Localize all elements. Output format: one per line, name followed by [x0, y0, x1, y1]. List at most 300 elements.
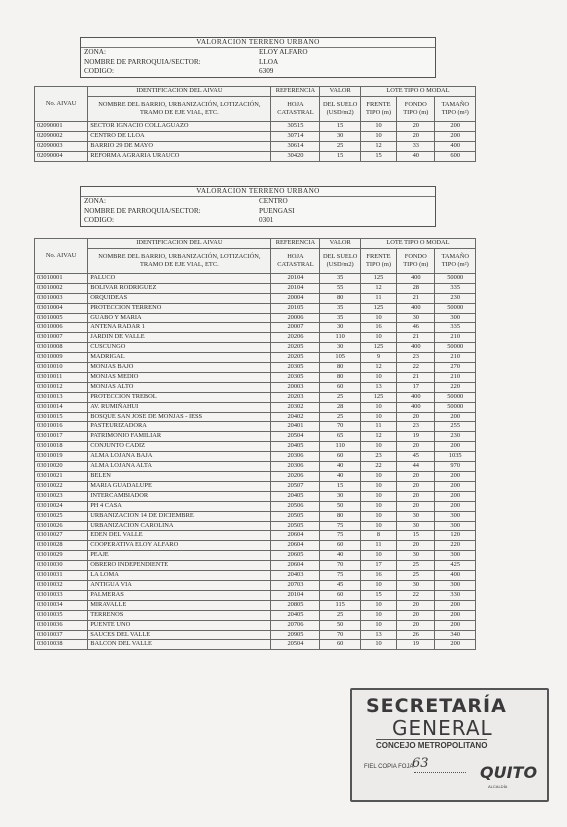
cell-barrio: AV. RUMIÑAHUI: [88, 402, 271, 412]
table-row: [35, 551, 476, 561]
cell-hoja: 20205: [271, 353, 320, 363]
cell-fondo: 20: [397, 491, 435, 501]
cell-no-aivau: 03010022: [35, 481, 88, 491]
cell-no-aivau: 03010001: [35, 273, 88, 283]
cell-frente: 23: [360, 452, 396, 462]
parroquia-row: [81, 207, 435, 216]
cell-frente: 10: [360, 551, 396, 561]
cell-no-aivau: 03010014: [35, 402, 88, 412]
cell-tamano: 1035: [435, 452, 476, 462]
cell-barrio: CENTRO DE LLOA: [88, 131, 271, 141]
secretaria-general-stamp: [350, 688, 549, 802]
cell-fondo: 30: [397, 580, 435, 590]
cell-hoja: 20105: [271, 303, 320, 313]
cell-barrio: PATRIMONIO FAMILIAR: [88, 432, 271, 442]
cell-no-aivau: 03010030: [35, 561, 88, 571]
cell-valor: 40: [320, 462, 360, 472]
cell-tamano: 335: [435, 283, 476, 293]
cell-hoja: 30714: [271, 131, 320, 141]
cell-no-aivau: 02090003: [35, 141, 88, 151]
table-row: [35, 402, 476, 412]
table-row: [35, 392, 476, 402]
cell-tamano: 200: [435, 491, 476, 501]
cell-valor: 28: [320, 402, 360, 412]
cell-hoja: 30614: [271, 141, 320, 151]
table-row: [35, 501, 476, 511]
cell-hoja: 20305: [271, 372, 320, 382]
cell-fondo: 400: [397, 402, 435, 412]
cell-barrio: PROTECCION TREBOL: [88, 392, 271, 402]
cell-tamano: 50000: [435, 402, 476, 412]
cell-hoja: 20205: [271, 343, 320, 353]
cell-barrio: PALMERAS: [88, 590, 271, 600]
cell-fondo: 400: [397, 303, 435, 313]
header-barrio: NOMBRE DEL BARRIO, URBANIZACIÓN, LOTIZACIÓN, TRAMO DE EJE VIAL, ETC.: [88, 248, 271, 273]
cell-no-aivau: 03010009: [35, 353, 88, 363]
cell-no-aivau: 03010037: [35, 630, 88, 640]
cell-no-aivau: 03010023: [35, 491, 88, 501]
table-row: [35, 600, 476, 610]
header-no: No. AIVAU: [35, 87, 88, 122]
cell-hoja: 20703: [271, 580, 320, 590]
cell-hoja: 20306: [271, 452, 320, 462]
table-row: [35, 121, 476, 131]
cell-fondo: 15: [397, 531, 435, 541]
cell-barrio: ANTIGUA VIA: [88, 580, 271, 590]
cell-barrio: BARRIO 29 DE MAYO: [88, 141, 271, 151]
cell-valor: 75: [320, 531, 360, 541]
table-row: [35, 590, 476, 600]
cell-fondo: 21: [397, 372, 435, 382]
cell-valor: 55: [320, 283, 360, 293]
parroquia-label: NOMBRE DE PARROQUIA/SECTOR:: [84, 206, 201, 215]
stamp-line1: SECRETARÍA: [366, 695, 507, 717]
cell-valor: 65: [320, 432, 360, 442]
header-lote: LOTE TIPO O MODAL: [360, 239, 475, 249]
parroquia-value: LLOA: [259, 57, 279, 66]
cell-frente: 22: [360, 462, 396, 472]
table-row: [35, 640, 476, 650]
cell-barrio: ORQUIDEAS: [88, 293, 271, 303]
cell-frente: 13: [360, 630, 396, 640]
cell-barrio: PH 4 CASA: [88, 501, 271, 511]
cell-tamano: 120: [435, 531, 476, 541]
cell-hoja: 30420: [271, 151, 320, 161]
cell-barrio: ALMA LOJANA ALTA: [88, 462, 271, 472]
cell-frente: 125: [360, 343, 396, 353]
table-row: [35, 442, 476, 452]
cell-valor: 30: [320, 491, 360, 501]
table-row: [35, 323, 476, 333]
cell-tamano: 200: [435, 131, 476, 141]
table-row: [35, 472, 476, 482]
parroquia-row: [81, 58, 435, 67]
cell-hoja: 20306: [271, 462, 320, 472]
cell-no-aivau: 02090002: [35, 131, 88, 141]
cell-barrio: PUENTE UNO: [88, 620, 271, 630]
cell-hoja: 20604: [271, 531, 320, 541]
cell-tamano: 50000: [435, 273, 476, 283]
cell-frente: 10: [360, 402, 396, 412]
cell-tamano: 970: [435, 462, 476, 472]
stamp-folio-value: 63: [412, 756, 429, 771]
table-row: [35, 303, 476, 313]
cell-tamano: 300: [435, 313, 476, 323]
cell-fondo: 20: [397, 131, 435, 141]
cell-valor: 60: [320, 640, 360, 650]
stamp-line2: GENERAL: [392, 716, 493, 740]
cell-barrio: JARDIN DE VALLE: [88, 333, 271, 343]
table-row: [35, 293, 476, 303]
cell-tamano: 400: [435, 571, 476, 581]
cell-tamano: 220: [435, 541, 476, 551]
cell-hoja: 20302: [271, 402, 320, 412]
header-barrio: NOMBRE DEL BARRIO, URBANIZACIÓN, LOTIZACIÓN, TRAMO DE EJE VIAL, ETC.: [88, 96, 271, 121]
cell-frente: 10: [360, 640, 396, 650]
cell-no-aivau: 03010027: [35, 531, 88, 541]
cell-barrio: PASTEURIZADORA: [88, 422, 271, 432]
cell-valor: 35: [320, 313, 360, 323]
table-row: [35, 141, 476, 151]
table-row: [35, 491, 476, 501]
table-row: [35, 313, 476, 323]
cell-fondo: 22: [397, 590, 435, 600]
cell-frente: 12: [360, 363, 396, 373]
cell-barrio: PEAJE: [88, 551, 271, 561]
cell-barrio: COOPERATIVA ELOY ALFARO: [88, 541, 271, 551]
cell-tamano: 600: [435, 151, 476, 161]
cell-frente: 10: [360, 521, 396, 531]
table-row: [35, 372, 476, 382]
parroquia-label: NOMBRE DE PARROQUIA/SECTOR:: [84, 57, 201, 66]
cell-tamano: 210: [435, 353, 476, 363]
cell-valor: 15: [320, 481, 360, 491]
cell-fondo: 22: [397, 363, 435, 373]
header-ident: IDENTIFICACION DEL AIVAU: [88, 87, 271, 97]
cell-frente: 10: [360, 442, 396, 452]
cell-barrio: MONJAS ALTO: [88, 382, 271, 392]
cell-barrio: URBANIZACION CAROLINA: [88, 521, 271, 531]
cell-no-aivau: 03010031: [35, 571, 88, 581]
cell-no-aivau: 03010028: [35, 541, 88, 551]
cell-no-aivau: 03010005: [35, 313, 88, 323]
cell-fondo: 45: [397, 452, 435, 462]
cell-tamano: 200: [435, 412, 476, 422]
table-row: [35, 333, 476, 343]
zona-row: [81, 48, 435, 57]
codigo-label: CODIGO:: [84, 67, 114, 76]
cell-no-aivau: 03010033: [35, 590, 88, 600]
cell-frente: 10: [360, 600, 396, 610]
cell-tamano: 50000: [435, 303, 476, 313]
cell-barrio: ANTENA RADAR 1: [88, 323, 271, 333]
table-row: [35, 571, 476, 581]
cell-no-aivau: 03010029: [35, 551, 88, 561]
table-row: [35, 610, 476, 620]
cell-no-aivau: 03010021: [35, 472, 88, 482]
cell-frente: 13: [360, 382, 396, 392]
cell-hoja: 20504: [271, 432, 320, 442]
cell-frente: 10: [360, 412, 396, 422]
stamp-brand-logo: QUITO: [480, 763, 538, 782]
cell-hoja: 20504: [271, 640, 320, 650]
cell-valor: 50: [320, 501, 360, 511]
cell-no-aivau: 03010035: [35, 610, 88, 620]
cell-hoja: 20206: [271, 333, 320, 343]
cell-frente: 10: [360, 131, 396, 141]
cell-valor: 70: [320, 561, 360, 571]
cell-frente: 10: [360, 472, 396, 482]
codigo-value: 0301: [259, 216, 274, 225]
cell-valor: 110: [320, 442, 360, 452]
cell-fondo: 20: [397, 600, 435, 610]
section2-table: [34, 238, 476, 650]
table-row: [35, 452, 476, 462]
cell-valor: 30: [320, 131, 360, 141]
cell-frente: 15: [360, 151, 396, 161]
cell-frente: 12: [360, 141, 396, 151]
cell-tamano: 255: [435, 422, 476, 432]
cell-hoja: 20203: [271, 392, 320, 402]
cell-no-aivau: 03010016: [35, 422, 88, 432]
cell-hoja: 20104: [271, 283, 320, 293]
cell-tamano: 50000: [435, 392, 476, 402]
cell-barrio: MIRAVALLE: [88, 600, 271, 610]
cell-valor: 60: [320, 382, 360, 392]
table-row: [35, 432, 476, 442]
cell-no-aivau: 02090001: [35, 121, 88, 131]
cell-hoja: 20805: [271, 600, 320, 610]
cell-no-aivau: 03010010: [35, 363, 88, 373]
cell-frente: 8: [360, 531, 396, 541]
codigo-row: [81, 67, 435, 76]
cell-frente: 12: [360, 432, 396, 442]
cell-tamano: 300: [435, 551, 476, 561]
cell-fondo: 30: [397, 521, 435, 531]
cell-frente: 10: [360, 372, 396, 382]
table-row: [35, 561, 476, 571]
cell-no-aivau: 03010026: [35, 521, 88, 531]
cell-valor: 40: [320, 551, 360, 561]
cell-fondo: 20: [397, 121, 435, 131]
zona-label: ZONA:: [84, 48, 106, 57]
cell-barrio: EDEN DEL VALLE: [88, 531, 271, 541]
section2-header: [80, 186, 436, 227]
cell-tamano: 230: [435, 432, 476, 442]
cell-fondo: 400: [397, 392, 435, 402]
header-suelo: DEL SUELO (USD/m2): [320, 96, 360, 121]
codigo-value: 6309: [259, 67, 274, 76]
zona-value: ELOY ALFARO: [259, 48, 308, 57]
cell-valor: 80: [320, 511, 360, 521]
cell-barrio: MONJAS BAJO: [88, 363, 271, 373]
table-row: [35, 283, 476, 293]
cell-frente: 10: [360, 610, 396, 620]
cell-tamano: 200: [435, 600, 476, 610]
cell-fondo: 400: [397, 273, 435, 283]
cell-no-aivau: 03010032: [35, 580, 88, 590]
cell-hoja: 20104: [271, 590, 320, 600]
cell-frente: 10: [360, 501, 396, 511]
cell-hoja: 20605: [271, 551, 320, 561]
table-row: [35, 382, 476, 392]
cell-barrio: BOLIVAR RODRIGUEZ: [88, 283, 271, 293]
cell-fondo: 44: [397, 462, 435, 472]
zona-label: ZONA:: [84, 197, 106, 206]
cell-no-aivau: 03010003: [35, 293, 88, 303]
cell-frente: 11: [360, 541, 396, 551]
header-hoja: HOJA CATASTRAL: [271, 248, 320, 273]
header-no: No. AIVAU: [35, 239, 88, 274]
cell-hoja: 30515: [271, 121, 320, 131]
header-frente: FRENTE TIPO (m): [360, 248, 396, 273]
cell-tamano: 200: [435, 121, 476, 131]
header-tamano: TAMAÑO TIPO (m²): [435, 248, 476, 273]
cell-valor: 80: [320, 363, 360, 373]
stamp-folio-label: FIEL COPIA FOJA: [364, 764, 414, 770]
cell-hoja: 20007: [271, 323, 320, 333]
table-row: [35, 151, 476, 161]
cell-tamano: 220: [435, 382, 476, 392]
cell-fondo: 20: [397, 442, 435, 452]
cell-tamano: 210: [435, 372, 476, 382]
cell-tamano: 230: [435, 293, 476, 303]
cell-tamano: 200: [435, 640, 476, 650]
cell-no-aivau: 03010015: [35, 412, 88, 422]
cell-fondo: 21: [397, 293, 435, 303]
cell-fondo: 20: [397, 620, 435, 630]
cell-frente: 15: [360, 590, 396, 600]
cell-hoja: 20405: [271, 610, 320, 620]
cell-fondo: 25: [397, 561, 435, 571]
cell-frente: 11: [360, 293, 396, 303]
cell-barrio: BELEN: [88, 472, 271, 482]
cell-tamano: 300: [435, 521, 476, 531]
cell-hoja: 20905: [271, 630, 320, 640]
cell-hoja: 20604: [271, 561, 320, 571]
cell-barrio: MADRIGAL: [88, 353, 271, 363]
cell-frente: 125: [360, 392, 396, 402]
table-row: [35, 343, 476, 353]
cell-no-aivau: 03010020: [35, 462, 88, 472]
cell-no-aivau: 03010017: [35, 432, 88, 442]
cell-valor: 40: [320, 472, 360, 482]
cell-valor: 70: [320, 630, 360, 640]
table-row: [35, 521, 476, 531]
cell-hoja: 20004: [271, 293, 320, 303]
cell-hoja: 20104: [271, 273, 320, 283]
cell-frente: 10: [360, 121, 396, 131]
cell-barrio: PALUCO: [88, 273, 271, 283]
cell-valor: 80: [320, 372, 360, 382]
cell-fondo: 25: [397, 571, 435, 581]
header-lote: LOTE TIPO O MODAL: [360, 87, 475, 97]
cell-frente: 17: [360, 561, 396, 571]
table-row: [35, 363, 476, 373]
cell-fondo: 21: [397, 333, 435, 343]
cell-no-aivau: 03010008: [35, 343, 88, 353]
codigo-row: [81, 216, 435, 225]
cell-frente: 10: [360, 313, 396, 323]
cell-tamano: 200: [435, 620, 476, 630]
cell-valor: 75: [320, 521, 360, 531]
table-row: [35, 541, 476, 551]
cell-barrio: LA LOMA: [88, 571, 271, 581]
cell-no-aivau: 03010036: [35, 620, 88, 630]
cell-tamano: 50000: [435, 343, 476, 353]
cell-valor: 30: [320, 323, 360, 333]
cell-fondo: 19: [397, 432, 435, 442]
cell-fondo: 20: [397, 481, 435, 491]
cell-frente: 12: [360, 283, 396, 293]
cell-hoja: 20505: [271, 521, 320, 531]
cell-valor: 60: [320, 590, 360, 600]
cell-no-aivau: 03010006: [35, 323, 88, 333]
cell-tamano: 340: [435, 630, 476, 640]
cell-fondo: 46: [397, 323, 435, 333]
cell-frente: 10: [360, 333, 396, 343]
header-valor: VALOR: [320, 87, 360, 97]
cell-barrio: ALMA LOJANA BAJA: [88, 452, 271, 462]
cell-valor: 15: [320, 121, 360, 131]
cell-no-aivau: 03010012: [35, 382, 88, 392]
cell-tamano: 210: [435, 333, 476, 343]
section1-table: [34, 86, 476, 162]
cell-hoja: 20006: [271, 313, 320, 323]
cell-valor: 25: [320, 610, 360, 620]
cell-hoja: 20405: [271, 442, 320, 452]
cell-tamano: 200: [435, 442, 476, 452]
cell-fondo: 30: [397, 551, 435, 561]
cell-frente: 16: [360, 323, 396, 333]
cell-tamano: 330: [435, 590, 476, 600]
header-ident: IDENTIFICACION DEL AIVAU: [88, 239, 271, 249]
cell-barrio: TERRENOS: [88, 610, 271, 620]
cell-hoja: 20506: [271, 501, 320, 511]
cell-hoja: 20305: [271, 363, 320, 373]
cell-hoja: 20604: [271, 541, 320, 551]
table-row: [35, 422, 476, 432]
cell-fondo: 20: [397, 412, 435, 422]
header-valor: VALOR: [320, 239, 360, 249]
cell-hoja: 20706: [271, 620, 320, 630]
cell-fondo: 20: [397, 472, 435, 482]
zona-row: [81, 197, 435, 206]
stamp-folio-line: [414, 772, 466, 773]
cell-valor: 115: [320, 600, 360, 610]
cell-frente: 10: [360, 620, 396, 630]
cell-hoja: 20505: [271, 511, 320, 521]
cell-valor: 25: [320, 392, 360, 402]
cell-fondo: 23: [397, 422, 435, 432]
cell-valor: 25: [320, 412, 360, 422]
cell-hoja: 20206: [271, 472, 320, 482]
cell-valor: 30: [320, 343, 360, 353]
cell-fondo: 400: [397, 343, 435, 353]
cell-fondo: 19: [397, 640, 435, 650]
cell-barrio: BOSQUE SAN JOSE DE MONJAS - IESS: [88, 412, 271, 422]
header-hoja: HOJA CATASTRAL: [271, 96, 320, 121]
header-frente: FRENTE TIPO (m): [360, 96, 396, 121]
cell-barrio: OBRERO INDEPENDIENTE: [88, 561, 271, 571]
cell-no-aivau: 03010038: [35, 640, 88, 650]
cell-frente: 11: [360, 422, 396, 432]
cell-frente: 10: [360, 491, 396, 501]
cell-fondo: 20: [397, 610, 435, 620]
cell-hoja: 20405: [271, 491, 320, 501]
table-row: [35, 620, 476, 630]
cell-tamano: 200: [435, 481, 476, 491]
